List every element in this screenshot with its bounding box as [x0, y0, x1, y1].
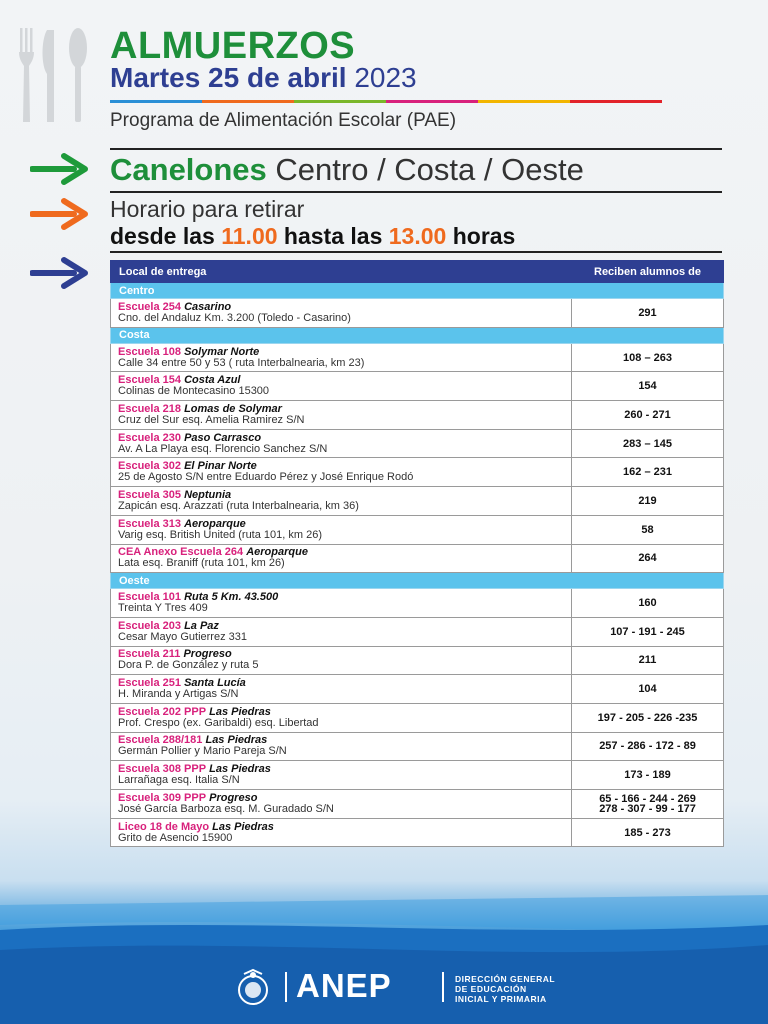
school-name: Escuela 230 — [118, 431, 181, 444]
cutlery-icon — [16, 26, 96, 126]
students-cell: 260 - 271 — [572, 401, 724, 430]
school-place: Progreso — [183, 648, 232, 661]
delivery-table — [110, 260, 724, 847]
table-row — [111, 401, 724, 430]
school-name: Escuela 313 — [118, 517, 181, 530]
table-row — [111, 818, 724, 847]
schedule-middle: hasta las — [283, 223, 383, 249]
stripe-segment — [386, 100, 478, 103]
students-cell: 154 — [572, 372, 724, 401]
location-cell — [111, 401, 572, 430]
school-address: H. Miranda y Artigas S/N — [118, 688, 239, 701]
location-cell — [111, 675, 572, 704]
students-cell: 211 — [572, 646, 724, 675]
table-row — [111, 343, 724, 372]
school-name: Liceo 18 de Mayo — [118, 820, 210, 833]
school-address: Zapicán esq. Arazzati (ruta Interbalnearia, km 36) — [118, 499, 359, 512]
students-cell: 65 - 166 - 244 - 269 278 - 307 - 99 - 177 — [572, 790, 724, 819]
school-place: Las Piedras — [205, 734, 268, 747]
column-header-location: Local de entrega — [111, 261, 572, 283]
students-cell: 219 — [572, 487, 724, 516]
school-place: Santa Lucía — [184, 677, 246, 690]
location-cell — [111, 617, 572, 646]
schedule-start: 11.00 — [221, 223, 278, 249]
schedule-end: 13.00 — [388, 223, 447, 249]
arrow-right-icon — [30, 256, 90, 290]
location-cell — [111, 429, 572, 458]
school-place: Paso Carrasco — [184, 431, 262, 444]
school-address: Prof. Crespo (ex. Garibaldi) esq. Libertad — [118, 716, 319, 729]
page-title: ALMUERZOS — [110, 25, 356, 67]
school-place: Ruta 5 Km. 43.500 — [184, 591, 279, 604]
schedule-prefix: desde las — [110, 223, 215, 249]
table-row — [111, 299, 724, 328]
stripe-segment — [202, 100, 294, 103]
stripe-segment — [110, 100, 202, 103]
location-cell — [111, 515, 572, 544]
table-row — [111, 675, 724, 704]
students-cell: 197 - 205 - 226 -235 — [572, 703, 724, 732]
table-row — [111, 515, 724, 544]
location-cell — [111, 299, 572, 328]
region-name: Canelones — [110, 152, 267, 187]
school-place: Las Piedras — [209, 705, 271, 718]
school-name: Escuela 154 — [118, 374, 181, 387]
table-row — [111, 761, 724, 790]
students-cell: 160 — [572, 589, 724, 618]
school-name: Escuela 302 — [118, 460, 181, 473]
school-address: Dora P. de González y ruta 5 — [118, 659, 259, 672]
school-address: 25 de Agosto S/N entre Eduardo Pérez y José Enrique Rodó — [118, 471, 414, 484]
table-row — [111, 617, 724, 646]
divider — [110, 251, 722, 253]
location-cell — [111, 646, 572, 675]
table-row — [111, 487, 724, 516]
students-cell: 291 — [572, 299, 724, 328]
date-text: Martes 25 de abril — [110, 62, 347, 93]
students-cell: 108 – 263 — [572, 343, 724, 372]
school-place: Lomas de Solymar — [184, 402, 282, 415]
school-name: Escuela 202 PPP — [118, 705, 207, 718]
school-name: Escuela 309 PPP — [118, 791, 207, 804]
table-body — [111, 283, 724, 847]
location-cell — [111, 732, 572, 761]
region-heading — [110, 152, 584, 188]
table-row — [111, 646, 724, 675]
students-cell: 257 - 286 - 172 - 89 — [572, 732, 724, 761]
section-label: Costa — [111, 327, 724, 343]
section-label: Oeste — [111, 573, 724, 589]
school-address: Larrañaga esq. Italia S/N — [118, 774, 240, 787]
location-cell — [111, 458, 572, 487]
school-name: CEA Anexo Escuela 264 — [118, 546, 244, 559]
school-name: Escuela 254 — [118, 300, 181, 313]
school-address: Cesar Mayo Gutierrez 331 — [118, 630, 247, 643]
table-row — [111, 790, 724, 819]
date-heading — [110, 62, 417, 94]
location-cell — [111, 790, 572, 819]
location-cell — [111, 818, 572, 847]
school-place: Neptunia — [184, 488, 232, 501]
section-row — [111, 283, 724, 299]
school-name: Escuela 101 — [118, 591, 181, 604]
footer-divider — [285, 972, 287, 1002]
section-label: Centro — [111, 283, 724, 299]
stripe-segment — [478, 100, 570, 103]
school-address: Varig esq. British United (ruta 101, km 26) — [118, 528, 322, 541]
students-cell: 107 - 191 - 245 — [572, 617, 724, 646]
location-cell — [111, 343, 572, 372]
stripe-segment — [294, 100, 386, 103]
students-cell: 162 – 231 — [572, 458, 724, 487]
school-name: Escuela 108 — [118, 345, 181, 358]
footer-divider — [442, 972, 444, 1002]
schedule-suffix: horas — [452, 223, 516, 249]
school-name: Escuela 211 — [118, 648, 181, 661]
school-place: Casarino — [184, 300, 232, 313]
table-row — [111, 429, 724, 458]
org-line: DIRECCIÓN GENERAL — [455, 974, 556, 984]
school-address: Grito de Asencio 15900 — [118, 831, 233, 844]
students-cell: 104 — [572, 675, 724, 704]
organization-name — [455, 974, 555, 1004]
table-row — [111, 544, 724, 573]
school-name: Escuela 218 — [118, 402, 181, 415]
program-subtitle: Programa de Alimentación Escolar (PAE) — [110, 110, 457, 131]
school-name: Escuela 305 — [118, 488, 181, 501]
location-cell — [111, 487, 572, 516]
arrow-right-icon — [30, 197, 90, 231]
location-cell — [111, 372, 572, 401]
school-place: El Pinar Norte — [184, 460, 257, 473]
arrow-right-icon — [30, 152, 90, 186]
divider — [110, 191, 722, 193]
location-cell — [111, 544, 572, 573]
table-row — [111, 372, 724, 401]
school-name: Escuela 203 — [118, 619, 181, 632]
location-cell — [111, 703, 572, 732]
students-cell: 173 - 189 — [572, 761, 724, 790]
school-address: Cno. del Andaluz Km. 3.200 (Toledo - Casarino) — [118, 311, 351, 324]
students-cell: 264 — [572, 544, 724, 573]
table-header-row — [111, 261, 724, 283]
schedule-hours — [110, 222, 515, 250]
year-text: 2023 — [354, 62, 417, 93]
students-cell: 185 - 273 — [572, 818, 724, 847]
school-address: José García Barboza esq. M. Guradado S/N — [118, 802, 334, 815]
org-line: INICIAL Y PRIMARIA — [455, 994, 547, 1004]
school-place: Solymar Norte — [184, 345, 260, 358]
school-name: Escuela 251 — [118, 677, 181, 690]
school-place: Las Piedras — [209, 763, 271, 776]
color-stripe — [110, 100, 662, 103]
school-address: Colinas de Montecasino 15300 — [118, 385, 270, 398]
table-row — [111, 589, 724, 618]
school-address: Lata esq. Braniff (ruta 101, km 26) — [118, 557, 285, 570]
school-place: Costa Azul — [184, 374, 241, 387]
school-place: Aeroparque — [246, 546, 308, 559]
school-place: Progreso — [209, 791, 258, 804]
anep-wordmark: ANEP — [296, 967, 392, 1004]
school-place: La Paz — [184, 619, 219, 632]
students-cell: 283 – 145 — [572, 429, 724, 458]
school-place: Las Piedras — [212, 820, 274, 833]
schedule-label: Horario para retirar — [110, 196, 305, 222]
stripe-segment — [570, 100, 662, 103]
school-address: Cruz del Sur esq. Amelia Ramirez S/N — [118, 413, 305, 426]
students-cell: 58 — [572, 515, 724, 544]
region-areas: Centro / Costa / Oeste — [275, 152, 584, 187]
school-name: Escuela 308 PPP — [118, 763, 207, 776]
location-cell — [111, 761, 572, 790]
table-row — [111, 703, 724, 732]
school-address: Av. A La Playa esq. Florencio Sanchez S/N — [118, 442, 328, 455]
section-row — [111, 327, 724, 343]
anep-seal-icon — [232, 968, 274, 1008]
school-place: Aeroparque — [184, 517, 246, 530]
table-row — [111, 732, 724, 761]
school-address: Treinta Y Tres 409 — [118, 602, 208, 615]
school-address: Germán Pollier y Mario Pareja S/N — [118, 745, 287, 758]
location-cell — [111, 589, 572, 618]
org-line: DE EDUCACIÓN — [455, 984, 527, 994]
table-row — [111, 458, 724, 487]
school-name: Escuela 288/181 — [118, 734, 203, 747]
column-header-students: Reciben alumnos de — [572, 261, 724, 283]
divider — [110, 148, 722, 150]
school-address: Calle 34 entre 50 y 53 ( ruta Interbalnearia, km 23) — [118, 356, 365, 369]
section-row — [111, 573, 724, 589]
